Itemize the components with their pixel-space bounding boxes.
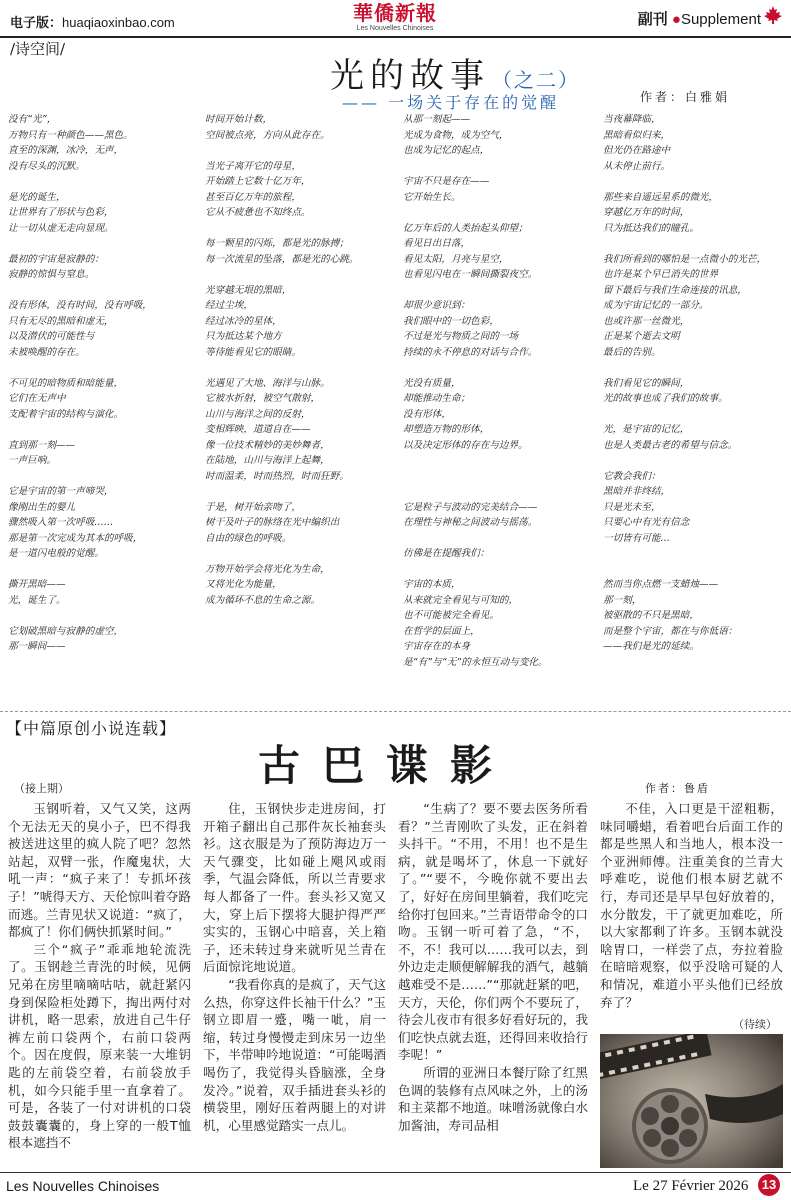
poem-line: 黑暗看似归来， bbox=[603, 129, 671, 141]
poem-line: 一切皆有可能… bbox=[603, 532, 671, 544]
poem-line: 亿万年后的人类抬起头仰望； bbox=[403, 222, 528, 234]
footer-paper-name: Les Nouvelles Chinoises bbox=[6, 1178, 160, 1194]
poem-line: 穿越亿万年的时间， bbox=[603, 207, 690, 218]
poem-line: 最初的宇宙是寂静的： bbox=[8, 253, 104, 265]
maple-leaf-icon bbox=[763, 5, 783, 25]
poem-line bbox=[205, 484, 395, 500]
poem-line: 光成为食物，成为空气， bbox=[403, 129, 509, 141]
poem-line: 于是，树开始亲吻了， bbox=[205, 501, 301, 513]
poem-line: 最后的告别。 bbox=[603, 346, 661, 358]
novel-title: 古巴谍影 bbox=[258, 741, 515, 790]
masthead-fr: Les Nouvelles Chinoises bbox=[356, 25, 434, 32]
poem-line: 然而当你点燃一支蜡烛—— bbox=[603, 579, 719, 590]
poem-line: 却能推动生命； bbox=[403, 393, 471, 404]
poem-line bbox=[603, 174, 789, 190]
poem-line: 没有形体，没有时间，没有呼吸， bbox=[8, 300, 152, 311]
poem-line bbox=[603, 407, 789, 423]
poem-line: 宇宙不只是存在—— bbox=[403, 176, 490, 187]
poem-line: 只是光未至， bbox=[603, 501, 661, 513]
poem-line: 像刚出生的婴儿 bbox=[8, 501, 76, 513]
poem-line: 我们所看到的哪怕是一点微小的光芒， bbox=[603, 253, 767, 265]
poem-line bbox=[8, 422, 198, 438]
poem-line: 以及潜伏的可能性与 bbox=[8, 331, 95, 342]
poem-line: 又将光化为能量， bbox=[205, 579, 282, 590]
film-reel-image bbox=[600, 1034, 783, 1168]
poem-line: 宇宙的本质， bbox=[403, 579, 461, 590]
poem-line: 它被水折射，被空气散射， bbox=[205, 393, 321, 404]
poem-line: 那一瞬间—— bbox=[8, 641, 66, 652]
poem-line: 万物只有一种颜色——黑色。 bbox=[8, 129, 133, 141]
poem-line: 它是宇宙的第一声啼哭， bbox=[8, 486, 114, 497]
poem-line: 只为抵达某个地方 bbox=[205, 331, 282, 342]
footer-line bbox=[0, 1172, 791, 1173]
poem-line: 但光仍在路途中 bbox=[603, 145, 671, 156]
poem-line: 从那一刻起—— bbox=[403, 114, 471, 125]
poem-column bbox=[8, 112, 198, 655]
poem-line: 它教会我们： bbox=[603, 470, 661, 482]
poem-line: 它是粒子与波动的完美结合—— bbox=[403, 501, 538, 513]
poem-column bbox=[205, 112, 395, 608]
poem-line: 山川与海洋之间的反射， bbox=[205, 408, 311, 420]
poem-line: 在哲学的层面上， bbox=[403, 625, 480, 637]
poem-line bbox=[603, 562, 789, 578]
site-label: 电子版： bbox=[10, 15, 63, 30]
section-divider bbox=[0, 711, 791, 712]
poem-subtitle: —— 一场关于存在的觉醒 bbox=[342, 93, 560, 112]
poem-line: 变相辉映，道道自在—— bbox=[205, 424, 311, 435]
poem-line: 经过冰冷的星体， bbox=[205, 315, 282, 327]
poem-line bbox=[8, 174, 198, 190]
poem-line: 直至的深渊，冰冷，无声， bbox=[8, 145, 124, 156]
poem-line bbox=[8, 469, 198, 485]
poem-line: 也是人类最古老的希望与信念。 bbox=[603, 439, 738, 451]
poem-line bbox=[205, 143, 395, 159]
poem-line: 也或许那一丝微光， bbox=[603, 315, 690, 327]
poem-line: 只为抵达我们的瞳孔。 bbox=[603, 222, 699, 234]
poem-line bbox=[403, 562, 593, 578]
poem-line: 经过尘埃， bbox=[205, 300, 253, 311]
poem-line: 没有形体， bbox=[403, 408, 451, 420]
novel-paragraph: “生病了？要不要去医务所看看？”兰青刚吹了头发，正在斜着头抖干。“不用，不用！也不是生病，就是喝坏了，休息一下就好了。”“要不，今晚你就不要出去了，好好在房间里躺着，我们吃完给你打包回来。”兰青语带命令的口吻。玉钢一听可着了急，“不，不，不！我可以……我可以去，到外边走走顺便解解我的酒气，越躺越难受不是……”“那就赶紧的吧，天方，天伦，你们两个不要玩了，待会儿夜市有很多好看好玩的，我们吃快点就去逛，还得回来收拾行李呢！” bbox=[398, 801, 588, 1063]
poem-line: 让一切从虚无走向显现。 bbox=[8, 222, 114, 234]
poem-line: 也看见闪电在一瞬间撕裂夜空。 bbox=[403, 269, 538, 280]
poem-line: 光的故事也成了我们的故事。 bbox=[603, 393, 728, 404]
novel-prev-label: （接上期） bbox=[14, 782, 69, 795]
poem-line bbox=[603, 360, 789, 376]
poem-line: 我们眼中的一切色彩， bbox=[403, 315, 499, 327]
poem-line: 那一刻， bbox=[603, 594, 642, 606]
masthead-cn: 華僑新報 bbox=[353, 1, 437, 25]
poem-line bbox=[403, 205, 593, 221]
poem-line: 不可见的暗物质和暗能量， bbox=[8, 377, 124, 389]
poem-line: 却很少意识到： bbox=[403, 300, 471, 311]
poem-line bbox=[403, 531, 593, 547]
poem-title-part: （之二） bbox=[492, 68, 580, 92]
poem-line: 支配着宇宙的结构与演化。 bbox=[8, 408, 124, 420]
novel-paragraph: “我看你真的是疯了，天气这么热，你穿这件长袖干什么？”玉钢立即眉一蹙，嘴一呲，肩一缩，转过身慢慢走到床另一边坐下，半带呻吟地说道：“可能喝酒喝伤了，我觉得头昏脑涨，全身发冷。”说着，双手插进套头衫的横袋里，刚好压着两腿上的对讲机，心里感觉踏实一点儿。 bbox=[203, 976, 386, 1133]
poem-line: 让世界有了形状与色彩， bbox=[8, 207, 114, 218]
masthead-logo bbox=[330, 2, 460, 33]
novel-column-tag: 【中篇原创小说连载】 bbox=[6, 719, 177, 738]
novel-column bbox=[398, 800, 588, 1134]
poem-line: 我们看见它的瞬间， bbox=[603, 377, 690, 389]
poem-line: 成为宇宙记忆的一部分。 bbox=[603, 300, 709, 311]
novel-paragraph: 三个“疯子”乖乖地轮流洗了。玉钢趁兰青洗的时候，见俩兄弟在房里嘀嘀咕咕，就赶紧闪身到保险柜处蹲下，掏出两付对讲机，略一思索，放进自己牛仔裤左前口袋两个，右前口袋两个。因在度假，原来装一大堆钥匙的左前袋空着，右前袋放手机，如今只能手里一直拿着了。可是，各装了一付对讲机的口袋鼓鼓囊囊的，身上穿的一般T恤根本遮挡不 bbox=[8, 941, 191, 1151]
poem-line: 却塑造万物的形体， bbox=[403, 424, 490, 435]
poem-line bbox=[603, 453, 789, 469]
poem-line: 光遇见了大地、海洋与山脉。 bbox=[205, 377, 330, 389]
novel-column bbox=[8, 800, 191, 1152]
poem-title-text: 光的故事 bbox=[330, 56, 490, 96]
novel-column bbox=[203, 800, 386, 1134]
poem-line bbox=[403, 469, 593, 485]
novel-paragraph: 不佳，入口更是干涩粗粝，味同嚼蜡，看着吧台后面工作的都是些黑人和当地人，根本没一个亚洲师傅。注重美食的兰青大呼难吃，说他们根本厨艺就不行，寿司还是早早包好放着的，水分散发，干了就更加难吃，所以大家都剩了许多。玉钢本就没啥胃口，一样尝了点，夯拉着脸在暗暗观察，似乎没啥可疑的人和情况，难道小平头他们已经放弃了？ bbox=[600, 801, 783, 1010]
poem-line: 也成为记忆的起点， bbox=[403, 145, 490, 156]
poem-column bbox=[403, 112, 593, 670]
poem-line: 开始踏上它数十亿万年， bbox=[205, 176, 311, 187]
poem-line: 等待能看见它的眼睛。 bbox=[205, 346, 301, 358]
poem-line: 光穿越无垠的黑暗， bbox=[205, 284, 292, 296]
poem-line: 撕开黑暗—— bbox=[8, 579, 66, 590]
poem-column-tag: /诗空间/ bbox=[10, 40, 66, 58]
poem-line bbox=[8, 562, 198, 578]
poem-line: 持续的永不停息的对话与合作。 bbox=[403, 346, 538, 358]
section-cn: 副刊 bbox=[637, 11, 668, 28]
poem-line: 它们在无声中 bbox=[8, 393, 66, 404]
poem-line: 一声巨响。 bbox=[8, 455, 56, 466]
poem-line: 没有“光”， bbox=[8, 114, 57, 125]
poem-line: 从未停止前行。 bbox=[603, 160, 671, 172]
poem-line: 时而温柔，时而热烈，时而狂野。 bbox=[205, 470, 349, 482]
poem-author: 作者：白雅娟 bbox=[640, 90, 731, 104]
poem-line: 那是第一次完成为其本的呼吸， bbox=[8, 532, 143, 544]
poem-line: 不过是光与物质之间的一场 bbox=[403, 331, 519, 342]
poem-line: 像一位技术精妙的美妙舞者， bbox=[205, 439, 330, 451]
poem-line: 是光的诞生， bbox=[8, 191, 66, 203]
poem-line: 未被唤醒的存在。 bbox=[8, 346, 85, 358]
poem-line bbox=[8, 608, 198, 624]
poem-line: 而是整个宇宙，都在与你低语： bbox=[603, 625, 738, 637]
poem-line bbox=[8, 283, 198, 299]
poem-line: 正是某个逝去文明 bbox=[603, 331, 680, 342]
poem-line: 是一道闪电般的觉醒。 bbox=[8, 548, 104, 559]
poem-line: 从来就完全看见与可知的， bbox=[403, 594, 519, 606]
poem-line: 成为循环不息的生命之源。 bbox=[205, 594, 321, 606]
poem-line: 是“有”与“无”的永恒互动与变化。 bbox=[403, 656, 548, 668]
poem-line: 宇宙存在的本身 bbox=[403, 641, 471, 652]
poem-line: 它从不疲惫也不知终点。 bbox=[205, 207, 311, 218]
poem-line: 以及决定形体的存在与边界。 bbox=[403, 439, 528, 451]
novel-paragraph: 住，玉钢快步走进房间，打开箱子翻出自己那件灰长袖套头衫。这衣服是为了预防海边万一天气骤变，比如碰上飓风或雨季，气温会降低，所以兰青要求每人都备了一件。套头衫又宽又大，穿上后下摆将大腿护得严严实实的，玉钢心中暗喜，关上箱子，还未转过身来就听见兰青在后面惊诧地说道。 bbox=[203, 801, 386, 975]
poem-line bbox=[603, 546, 789, 562]
poem-line bbox=[205, 360, 395, 376]
poem-line: 当夜幕降临， bbox=[603, 114, 661, 125]
poem-line: 当光子离开它的母星， bbox=[205, 160, 301, 172]
poem-line bbox=[205, 221, 395, 237]
poem-line: 每一次流星的坠落，都是光的心跳。 bbox=[205, 253, 359, 265]
poem-line: 空间被点亮，方向从此存在。 bbox=[205, 129, 330, 141]
poem-line bbox=[403, 484, 593, 500]
poem-line: 骤然吸入第一次呼吸…… bbox=[8, 517, 114, 528]
poem-line: 只要心中有光有信念 bbox=[603, 517, 690, 528]
to-be-continued: （待续） bbox=[733, 1018, 777, 1031]
poem-line: ——我们是光的延续。 bbox=[603, 641, 699, 652]
poem-line bbox=[403, 453, 593, 469]
site-url-text[interactable]: huaqiaoxinbao.com bbox=[62, 15, 175, 30]
poem-line: 也不可能被完全看见。 bbox=[403, 610, 499, 621]
poem-line: 万物开始学会将光化为生命， bbox=[205, 563, 330, 575]
poem-line: 它开始生长。 bbox=[403, 191, 461, 203]
section-label bbox=[638, 8, 761, 29]
poem-line: 在理性与神秘之间波动与摇荡。 bbox=[403, 517, 538, 528]
poem-line bbox=[8, 360, 198, 376]
novel-column bbox=[600, 800, 783, 1011]
poem-line: 光，是宇宙的记忆， bbox=[603, 424, 690, 435]
poem-line: 在陆地，山川与海洋上起舞， bbox=[205, 455, 330, 466]
poem-line bbox=[205, 546, 395, 562]
poem-line bbox=[205, 267, 395, 283]
poem-line: 只有无尽的黑暗和虚无， bbox=[8, 315, 114, 327]
page-number-badge: 13 bbox=[758, 1174, 780, 1196]
poem-line: 寂静的惊惧与窒息。 bbox=[8, 269, 95, 280]
poem-line: 被驱散的不只是黑暗， bbox=[603, 610, 699, 621]
poem-line: 黑暗并非终结， bbox=[603, 486, 671, 497]
poem-line: 时间开始计数， bbox=[205, 114, 273, 125]
footer-date: Le 27 Février 2026 bbox=[633, 1178, 749, 1194]
poem-line: 那些来自遥远星系的微光， bbox=[603, 191, 719, 203]
poem-line bbox=[603, 236, 789, 252]
poem-line: 看见日出日落， bbox=[403, 238, 471, 249]
poem-line: 仿佛是在提醒我们： bbox=[403, 548, 490, 559]
novel-paragraph: 所谓的亚洲日本餐厅除了红黑色调的装修有点风味之外，上的汤和主菜都不地道。味噌汤就像白水加酱油，寿司品相 bbox=[398, 1064, 588, 1133]
poem-line: 它划破黑暗与寂静的虚空， bbox=[8, 625, 124, 637]
poem-line: 光没有质量， bbox=[403, 377, 461, 389]
novel-paragraph: 玉钢听着，又气又笑，这两个无法无天的臭小子，巴不得我被送进这里的疯人院了吧？忽然站起，双臂一张，作魔鬼状，大吼一声：“疯子来了！专抓坏孩子！”唬得天方、天伦惊叫着夺路而逃。兰青见状又说道：“疯了，都疯了！你们俩快抓紧时间。” bbox=[8, 801, 191, 940]
poem-line: 自由的绿色的呼吸。 bbox=[205, 532, 292, 544]
poem-line bbox=[403, 360, 593, 376]
poem-line bbox=[403, 283, 593, 299]
site-url[interactable] bbox=[10, 12, 175, 31]
poem-line: 看见太阳，月亮与星空， bbox=[403, 253, 509, 265]
poem-line bbox=[8, 236, 198, 252]
novel-author: 作者：鲁盾 bbox=[645, 782, 710, 795]
section-dot: ● bbox=[671, 11, 681, 28]
poem-line: 光，诞生了。 bbox=[8, 594, 66, 606]
poem-line: 甚至百亿万年的旅程， bbox=[205, 191, 301, 203]
poem-line bbox=[403, 159, 593, 175]
poem-line: 树干及叶子的脉络在光中编织出 bbox=[205, 517, 340, 528]
poem-line: 留下最后与我们生命连接的讯息， bbox=[603, 284, 747, 296]
poem-column bbox=[603, 112, 789, 655]
poem-line: 每一颗星的闪烁，都是光的脉搏； bbox=[205, 238, 349, 249]
poem-line: 直到那一刻—— bbox=[8, 439, 76, 451]
poem-line: 也许是某个早已消失的世界 bbox=[603, 269, 719, 280]
section-en: Supplement bbox=[680, 11, 761, 28]
poem-line: 没有尽头的沉默。 bbox=[8, 160, 85, 172]
